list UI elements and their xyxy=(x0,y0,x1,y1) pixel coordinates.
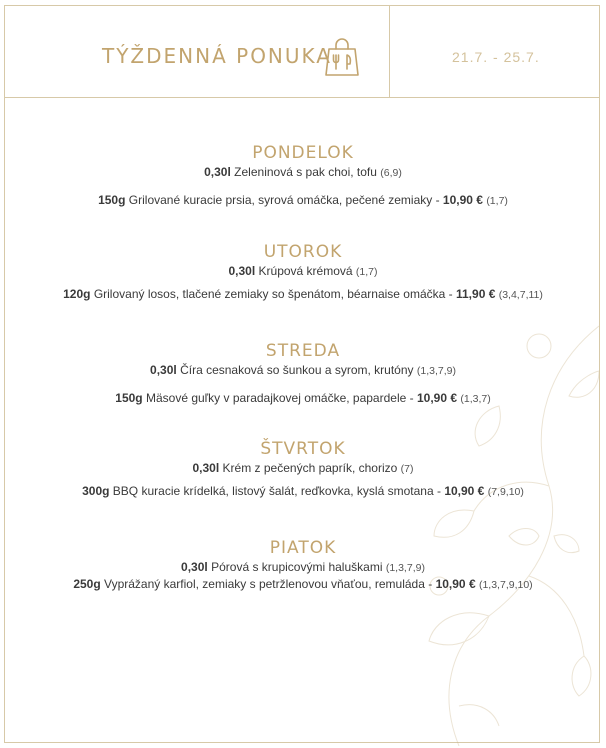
soup-amount: 0,30l xyxy=(228,264,256,278)
main-description: BBQ kuracie krídelká, listový šalát, reďkovka, kyslá smotana - xyxy=(112,484,441,498)
main-item xyxy=(5,193,601,209)
day-section xyxy=(5,538,601,593)
main-price: 11,90 € xyxy=(456,287,496,301)
soup-item xyxy=(5,264,601,280)
main-description: Grilované kuracie prsia, syrová omáčka, pečené zemiaky - xyxy=(128,193,440,207)
soup-allergens: (1,3,7,9) xyxy=(385,562,425,574)
soup-description: Krém z pečených paprík, chorizo xyxy=(222,461,398,475)
main-item xyxy=(5,287,601,303)
day-section xyxy=(5,439,601,500)
main-allergens: (1,3,7) xyxy=(460,393,491,405)
main-item xyxy=(5,391,601,407)
menu-title: TÝŽDENNÁ PONUKA xyxy=(102,44,332,68)
header-divider xyxy=(389,6,390,98)
menu-frame xyxy=(4,5,600,743)
main-allergens: (3,4,7,11) xyxy=(498,289,543,301)
day-name: ŠTVRTOK xyxy=(260,439,346,459)
day-name: PIATOK xyxy=(269,538,337,558)
main-amount: 150g xyxy=(115,391,143,405)
soup-description: Zeleninová s pak choi, tofu xyxy=(234,165,377,179)
day-section xyxy=(5,341,601,407)
date-range: 21.7. - 25.7. xyxy=(452,49,540,65)
main-price: 10,90 € xyxy=(435,577,476,591)
soup-amount: 0,30l xyxy=(204,165,231,179)
main-allergens: (1,3,7,9,10) xyxy=(478,579,533,591)
main-price: 10,90 € xyxy=(416,391,458,405)
menu-header xyxy=(5,6,599,98)
soup-allergens: (6,9) xyxy=(380,167,402,179)
main-price: 10,90 € xyxy=(442,193,483,207)
main-allergens: (7,9,10) xyxy=(487,486,524,498)
soup-amount: 0,30l xyxy=(181,560,208,574)
day-name: PONDELOK xyxy=(252,143,354,163)
day-name: UTOROK xyxy=(263,242,343,262)
day-section xyxy=(5,242,601,303)
main-allergens: (1,7) xyxy=(486,195,508,207)
main-amount: 150g xyxy=(98,193,126,207)
main-item xyxy=(5,577,601,593)
soup-description: Krúpová krémová xyxy=(258,264,353,278)
main-amount: 300g xyxy=(82,484,110,498)
soup-item xyxy=(5,165,601,181)
soup-allergens: (1,3,7,9) xyxy=(416,365,456,377)
main-item xyxy=(5,484,601,500)
main-price: 10,90 € xyxy=(444,484,485,498)
soup-description: Pórová s krupicovými haluškami xyxy=(211,560,383,574)
soup-allergens: (7) xyxy=(400,463,414,475)
soup-item xyxy=(5,560,601,576)
main-amount: 120g xyxy=(63,287,91,301)
shopping-bag-cutlery-icon xyxy=(323,37,361,77)
main-amount: 250g xyxy=(73,577,101,591)
main-description: Grilovaný losos, tlačené zemiaky so špenátom, béarnaise omáčka - xyxy=(93,287,453,301)
soup-allergens: (1,7) xyxy=(355,266,378,278)
soup-item xyxy=(5,363,601,379)
soup-amount: 0,30l xyxy=(150,363,177,377)
main-description: Vyprážaný karfiol, zemiaky s petržlenovou vňaťou, remuláda - xyxy=(104,577,433,591)
day-name: STREDA xyxy=(265,341,341,361)
soup-amount: 0,30l xyxy=(192,461,220,475)
day-section xyxy=(5,143,601,209)
soup-description: Číra cesnaková so šunkou a syrom, krutóny xyxy=(180,363,414,377)
main-description: Mäsové guľky v paradajkovej omáčke, papardele - xyxy=(145,391,414,405)
soup-item xyxy=(5,461,601,477)
